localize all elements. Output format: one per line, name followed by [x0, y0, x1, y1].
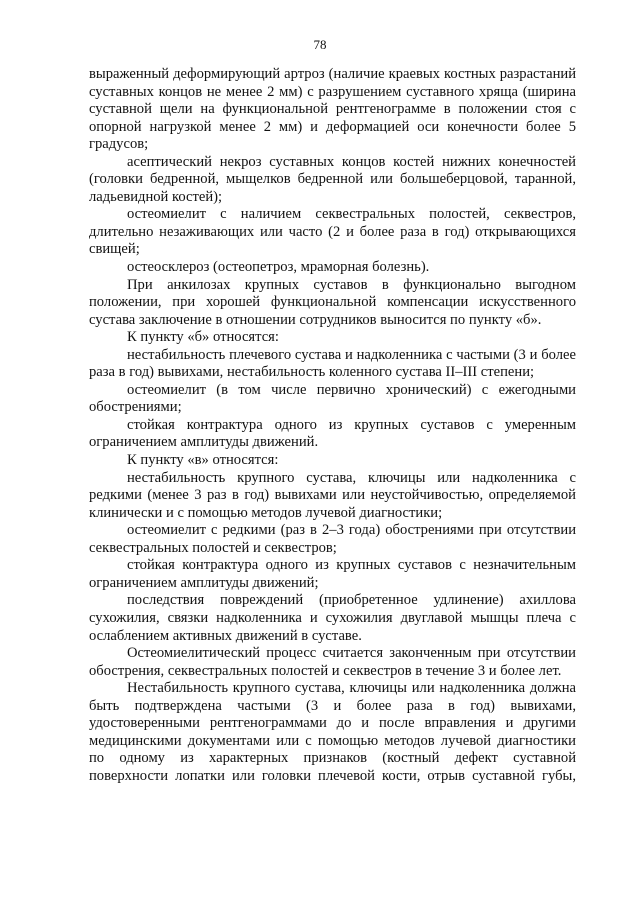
paragraph-moderate-contracture: стойкая контрактура одного из крупных суставов с умеренным ограничением амплитуды движений. — [89, 416, 576, 451]
paragraph-point-v-heading: К пункту «в» относятся: — [127, 452, 279, 469]
paragraph-point-b-heading: К пункту «б» относятся: — [127, 329, 279, 346]
paragraph-shoulder-instability: нестабильность плечевого сустава и надколенника с частыми (3 и более раза в год) вывихами, нестабильность коленного сустава II–III степени; — [89, 346, 576, 381]
paragraph-arthrosis: выраженный деформирующий артроз (наличие краевых костных разрастаний суставных концов не менее 2 мм) с разрушением суставного хряща (ширина суставной щели на функциональной рентгенограмме в положении стоя с опорной нагрузкой менее 2 мм) и деформацией оси конечности более 5 градусов; — [89, 66, 576, 153]
paragraph-confirmed-instability: Нестабильность крупного сустава, ключицы или надколенника должна быть подтверждена частыми (3 и более раза в год) вывихами, удостоверенными рентгенограммами до и после вправления и другими медицинскими документами или с помощью методов лучевой диагностики по одному из характерных признаков (костный дефект суставной поверхности лопатки или головки плечевой кости, отрыв суставной губы, — [89, 680, 576, 784]
page-number: 78 — [313, 37, 327, 52]
paragraph-osteosclerosis: остеосклероз (остеопетроз, мраморная болезнь). — [127, 259, 430, 276]
paragraph-aseptic-necrosis: асептический некроз суставных концов костей нижних конечностей (головки бедренной, мыщелков бедренной или большеберцовой, таранной, ладьевидной костей); — [89, 153, 576, 205]
paragraph-ankylosis: При анкилозах крупных суставов в функционально выгодном положении, при хорошей функциональной компенсации искусственного сустава заключение в отношении сотрудников выносится по пункту «б». — [89, 276, 576, 328]
paragraph-rare-osteomyelitis: остеомиелит с редкими (раз в 2–3 года) обострениями при отсутствии секвестральных полостей и секвестров; — [89, 522, 576, 556]
paragraph-chronic-osteomyelitis: остеомиелит (в том числе первично хронический) с ежегодными обострениями; — [89, 381, 576, 416]
paragraph-joint-instability: нестабильность крупного сустава, ключицы или надколенника с редкими (менее 3 раз в год) вывихами или неустойчивостью, определяемой клинически и с помощью методов лучевой диагностики; — [89, 469, 576, 521]
paragraph-osteomyelitis-sequestral: остеомиелит с наличием секвестральных полостей, секвестров, длительно незаживающих или часто (2 и более раза в год) открывающихся свищей; — [89, 206, 576, 258]
paragraph-minor-contracture: стойкая контрактура одного из крупных суставов с незначительным ограничением амплитуды движений; — [89, 557, 576, 591]
paragraph-tendon-injury: последствия повреждений (приобретенное удлинение) ахиллова сухожилия, связки надколенника и сухожилия двуглавой мышцы плеча с ослаблением активных движений в суставе. — [89, 592, 576, 644]
document-body — [89, 66, 576, 785]
paragraph-completed-process: Остеомиелитический процесс считается законченным при отсутствии обострения, секвестральных полостей и секвестров в течение 3 и более лет. — [89, 645, 576, 679]
